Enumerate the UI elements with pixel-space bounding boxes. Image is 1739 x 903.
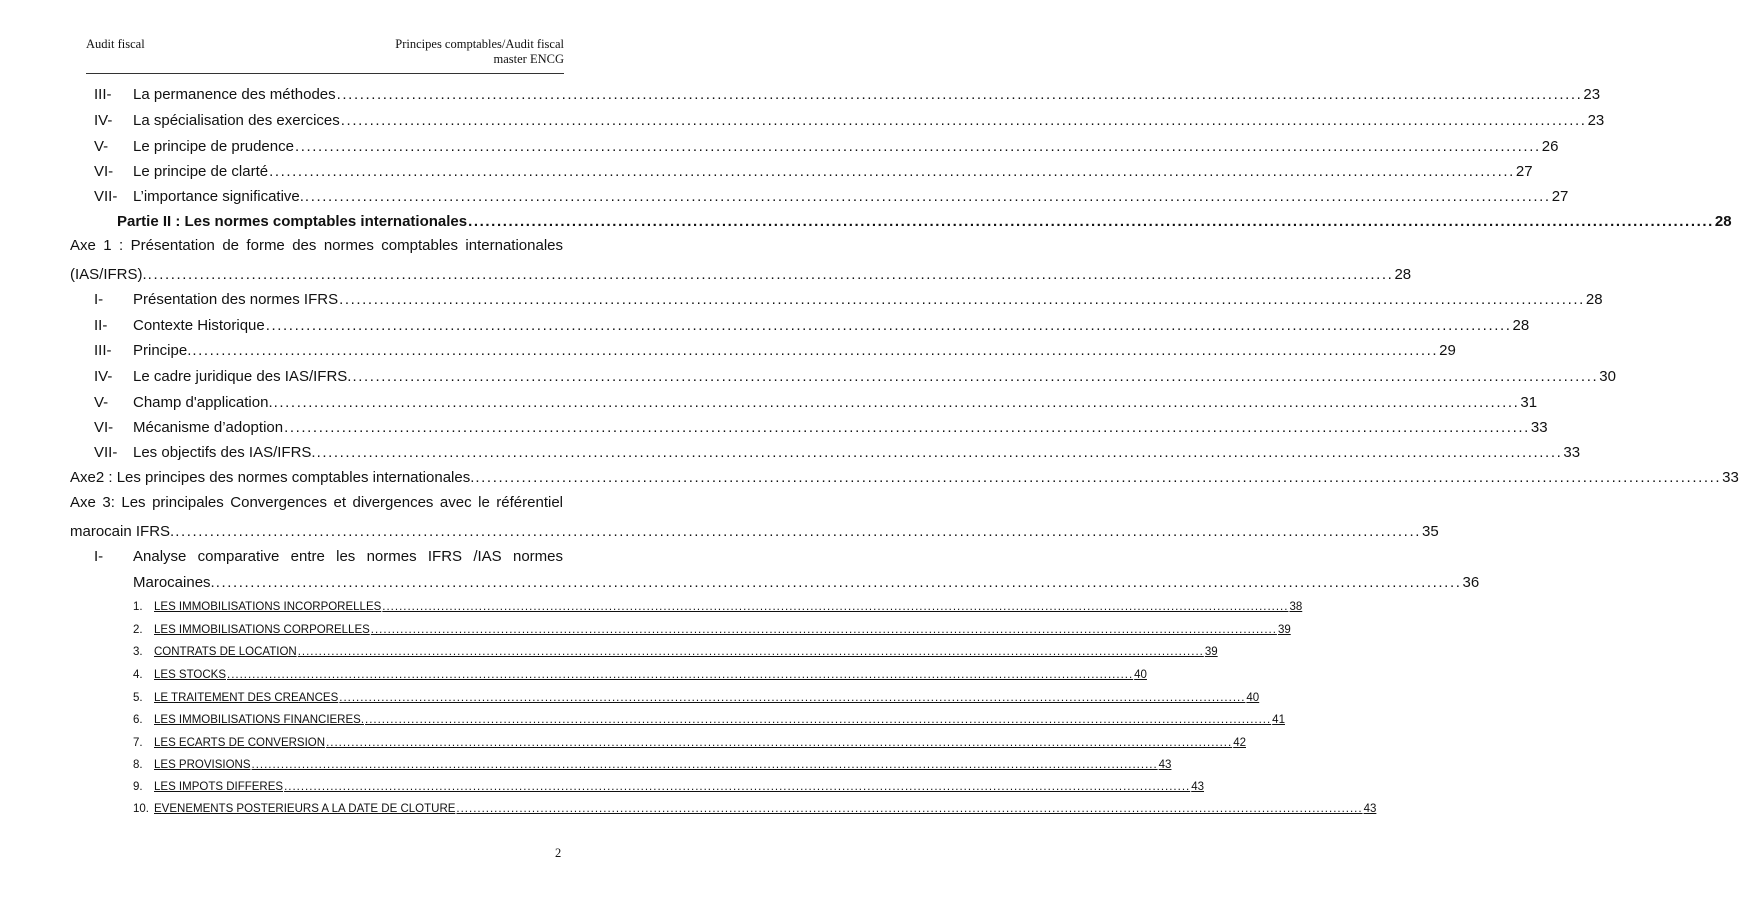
dot-leader (216, 574, 1462, 591)
dot-leader (227, 669, 1133, 681)
toc-subentry-number: 10. (133, 803, 149, 815)
toc-entry-page: 31 (1520, 394, 1538, 411)
toc-entry[interactable] (94, 86, 1601, 103)
dot-leader (475, 469, 1721, 486)
toc-entry-page: 29 (1439, 342, 1456, 359)
dot-leader (252, 759, 1158, 771)
toc-entry-number: VI- (94, 163, 114, 180)
toc-subentry-number: 3. (133, 646, 143, 658)
toc-subentry-title: LE TRAITEMENT DES CREANCES (154, 692, 339, 704)
toc-subentry-number: 2. (133, 624, 143, 636)
toc-entry[interactable] (94, 342, 1456, 359)
toc-entry-title: Principe. (133, 342, 192, 359)
toc-entry[interactable] (94, 163, 1533, 180)
toc-subentry-link[interactable] (154, 646, 1218, 658)
toc-entry-number: V- (94, 138, 109, 155)
toc-subentry-title: LES ECARTS DE CONVERSION (154, 737, 326, 749)
dot-leader (274, 394, 1520, 411)
toc-subentry-page: 42 (1233, 737, 1246, 749)
toc-subentry[interactable] (133, 646, 1218, 658)
dot-leader (295, 138, 1541, 155)
header-divider (86, 73, 564, 74)
toc-entry-number: II- (94, 317, 108, 334)
header-right-text (395, 37, 564, 67)
toc-subentry[interactable] (133, 601, 1303, 613)
toc-subentry-title: LES PROVISIONS (154, 759, 251, 771)
toc-entry-number: VI- (94, 419, 114, 436)
toc-axe1-line1[interactable]: Axe 1 : Présentation de forme des normes comptables internationales (70, 237, 563, 254)
toc-subentry-number: 6. (133, 714, 143, 726)
toc-subentry-title: LES IMMOBILISATIONS CORPORELLES (154, 624, 370, 636)
toc-subentry[interactable] (133, 737, 1246, 749)
toc-subentry-number: 4. (133, 669, 143, 681)
toc-subentry-link[interactable] (154, 803, 1376, 815)
toc-entry-title: Contexte Historique (133, 317, 265, 334)
header-right-line1: Principes comptables/Audit fiscal (395, 37, 564, 51)
dot-leader (352, 368, 1598, 385)
toc-subentry-page: 43 (1158, 759, 1172, 771)
toc-part-title: Partie II : Les normes comptables internationales (117, 213, 468, 230)
toc-entry-page: 30 (1599, 368, 1616, 385)
toc-subentry-number: 7. (133, 737, 143, 749)
dot-leader (284, 419, 1530, 436)
toc-entry[interactable] (94, 112, 1605, 129)
dot-leader (371, 624, 1277, 636)
toc-entry[interactable] (70, 469, 1739, 486)
header-left-text: Audit fiscal (86, 37, 145, 51)
toc-entry[interactable] (94, 444, 1581, 461)
dot-leader (305, 188, 1551, 205)
toc-subentry-link[interactable] (154, 737, 1246, 749)
toc-entry-title-cont: Marocaines. (133, 574, 215, 591)
toc-entry-number: VII- (94, 444, 118, 461)
toc-subentry-link[interactable] (154, 669, 1147, 681)
dot-leader (192, 342, 1438, 359)
toc-entry-number: IV- (94, 112, 113, 129)
toc-entry-title: Les objectifs des IAS/IFRS. (133, 444, 316, 461)
toc-subentry-page: 38 (1289, 601, 1303, 613)
toc-subentry-title: EVENEMENTS POSTERIEURS A LA DATE DE CLOTURE (154, 803, 456, 815)
toc-entry-page: 33 (1530, 419, 1548, 436)
dot-leader (382, 601, 1288, 613)
dot-leader (468, 213, 1714, 230)
toc-entry-title: Le cadre juridique des IAS/IFRS. (133, 368, 352, 385)
dot-leader (456, 803, 1362, 815)
dot-leader (284, 781, 1190, 793)
dot-leader (326, 737, 1232, 749)
toc-subentry-link[interactable] (154, 714, 1285, 726)
dot-leader (365, 714, 1271, 726)
toc-entry-title: La spécialisation des exercices (133, 112, 340, 129)
toc-entry-number: V- (94, 394, 109, 411)
toc-entry-page: 28 (1585, 291, 1603, 308)
toc-subentry-title: LES IMMOBILISATIONS INCORPORELLES (154, 601, 382, 613)
dot-leader (298, 646, 1204, 658)
toc-entry-page: 23 (1587, 112, 1605, 129)
toc-entry[interactable] (70, 266, 1412, 283)
dot-leader (266, 317, 1512, 334)
toc-subentry-number: 8. (133, 759, 143, 771)
dot-leader (339, 291, 1585, 308)
toc-entry-page: 26 (1541, 138, 1559, 155)
toc-part-heading[interactable] (117, 213, 1732, 230)
toc-subentry[interactable] (133, 759, 1172, 771)
toc-entry[interactable] (94, 394, 1538, 411)
toc-subentry[interactable] (133, 803, 1377, 815)
toc-subentry-number: 9. (133, 781, 143, 793)
toc-entry[interactable] (94, 317, 1530, 334)
dot-leader (317, 444, 1563, 461)
toc-axe3-line2: marocain IFRS. (70, 523, 175, 540)
toc-entry[interactable] (94, 138, 1559, 155)
toc-axe2-title: Axe2 : Les principes des normes comptables internationales. (70, 469, 475, 486)
toc-entry-number: VII- (94, 188, 118, 205)
toc-subentry-page: 40 (1134, 669, 1147, 681)
dot-leader (341, 112, 1587, 129)
page-number: 2 (555, 846, 562, 860)
toc-subentry-page: 39 (1277, 624, 1291, 636)
toc-entry-title: Mécanisme d’adoption (133, 419, 284, 436)
toc-entry[interactable] (94, 419, 1548, 436)
toc-entry-page: 36 (1462, 574, 1480, 591)
toc-subentry-link[interactable] (154, 781, 1204, 793)
toc-entry-page: 35 (1421, 523, 1439, 540)
page-header (86, 37, 564, 71)
dot-leader (337, 86, 1583, 103)
toc-entry-page: 33 (1563, 444, 1581, 461)
toc-entry-number: III- (94, 342, 112, 359)
toc-entry-page: 33 (1722, 469, 1739, 486)
toc-axe1-line2: (IAS/IFRS). (70, 266, 147, 283)
toc-entry-title: Le principe de clarté (133, 163, 269, 180)
toc-subentry[interactable] (133, 692, 1260, 704)
toc-entry[interactable] (94, 548, 563, 565)
toc-entry-title: Présentation des normes IFRS (133, 291, 339, 308)
toc-entry[interactable] (133, 574, 1480, 591)
toc-subentry-title: CONTRATS DE LOCATION (154, 646, 297, 658)
toc-subentry-title: LES IMMOBILISATIONS FINANCIERES. (154, 714, 365, 726)
toc-subentry-link[interactable] (154, 692, 1259, 704)
toc-part-page: 28 (1714, 213, 1732, 230)
toc-subentry-page: 40 (1246, 692, 1260, 704)
header-right-line2: master ENCG (493, 52, 564, 66)
toc-entry-number: I- (94, 548, 104, 565)
toc-subentry[interactable] (133, 624, 1291, 636)
toc-entry-title: Analyse comparative entre les normes IFRS /IAS normes (133, 548, 563, 565)
toc-entry-page: 23 (1583, 86, 1601, 103)
toc-subentry-page: 41 (1272, 714, 1285, 726)
toc-subentry[interactable] (133, 669, 1147, 681)
toc-subentry-page: 39 (1204, 646, 1218, 658)
toc-subentry-link[interactable] (154, 759, 1171, 771)
dot-leader (339, 692, 1245, 704)
toc-entry-number: III- (94, 86, 112, 103)
toc-entry[interactable] (70, 523, 1439, 540)
toc-entry-page: 27 (1515, 163, 1533, 180)
toc-subentry[interactable] (133, 714, 1285, 726)
toc-axe3-line1[interactable]: Axe 3: Les principales Convergences et divergences avec le référentiel (70, 494, 563, 511)
toc-subentry-page: 43 (1363, 803, 1377, 815)
toc-subentry-number: 5. (133, 692, 143, 704)
toc-entry-number: I- (94, 291, 104, 308)
toc-subentry[interactable] (133, 781, 1205, 793)
toc-entry-page: 28 (1394, 266, 1412, 283)
toc-entry-title: Le principe de prudence (133, 138, 294, 155)
toc-subentry-link[interactable] (154, 624, 1291, 636)
dot-leader (269, 163, 1515, 180)
toc-subentry-title: LES STOCKS (154, 669, 227, 681)
toc-entry-title: Champ d'application. (133, 394, 273, 411)
toc-entry-page: 28 (1512, 317, 1530, 334)
dot-leader (175, 523, 1421, 540)
toc-entry[interactable] (94, 188, 1569, 205)
toc-entry[interactable] (94, 368, 1616, 385)
toc-subentry-number: 1. (133, 601, 143, 613)
toc-subentry-link[interactable] (154, 601, 1302, 613)
toc-entry-title: La permanence des méthodes (133, 86, 336, 103)
toc-entry-number: IV- (94, 368, 113, 385)
toc-entry[interactable] (94, 291, 1603, 308)
toc-entry-page: 27 (1551, 188, 1569, 205)
toc-subentry-title: LES IMPOTS DIFFERES (154, 781, 284, 793)
dot-leader (148, 266, 1394, 283)
toc-subentry-page: 43 (1191, 781, 1205, 793)
toc-entry-title: L’importance significative. (133, 188, 304, 205)
